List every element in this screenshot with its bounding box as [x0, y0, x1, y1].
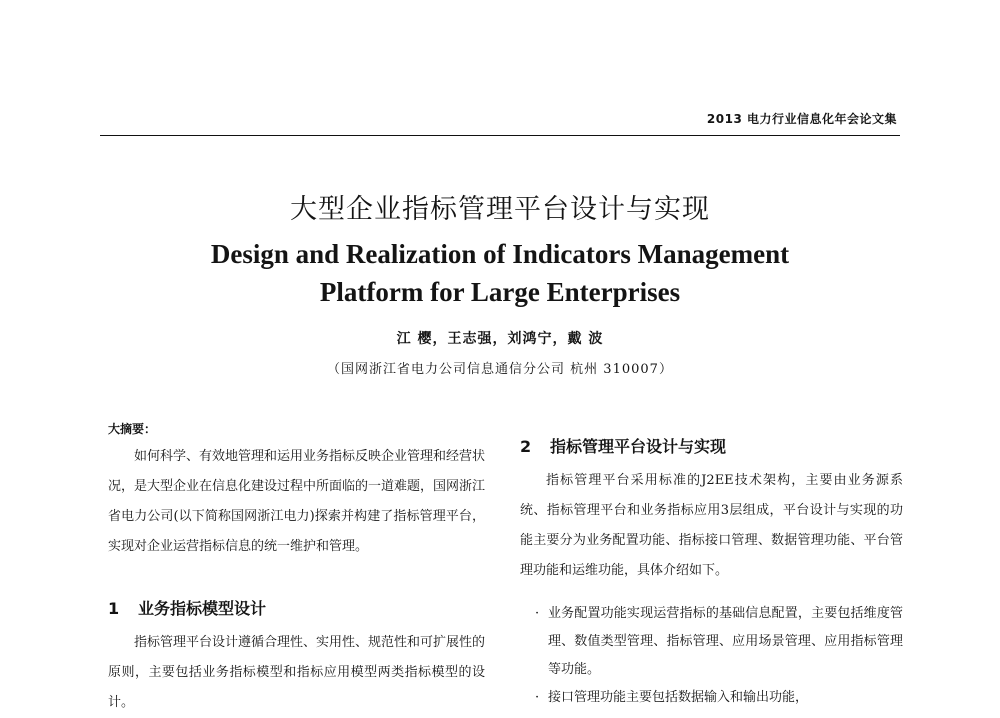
title-english-line2: Platform for Large Enterprises: [319, 277, 681, 307]
title-english-line1: Design and Realization of Indicators Management: [210, 239, 790, 269]
affiliation: （国网浙江省电力公司信息通信分公司 杭州 310007）: [327, 362, 673, 377]
abstract-label: 大摘要：: [108, 422, 157, 436]
section1-number: 1: [108, 599, 120, 618]
bullet-text: 业务配置功能实现运营指标的基础信息配置，主要包括维度管理、数值类型管理、指标管理、应用场景管理、应用指标管理等功能。: [548, 606, 903, 677]
section2-heading: [520, 434, 726, 457]
section2-body: [520, 466, 903, 586]
authors: 江 樱，王志强，刘鸿宁，戴 波: [396, 331, 604, 347]
section2-number: 2: [520, 437, 532, 456]
section1-title: 业务指标模型设计: [138, 599, 267, 618]
title-chinese: 大型企业指标管理平台设计与实现: [290, 194, 710, 225]
section1-text: 指标管理平台设计遵循合理性、实用性、规范性和可扩展性的原则，主要包括业务指标模型和指标应用模型两类指标模型的设计。: [108, 635, 486, 710]
title-english: [0, 235, 1000, 311]
journal-header: 2013 电力行业信息化年会论文集: [706, 112, 897, 126]
section2-title: 指标管理平台设计与实现: [550, 437, 727, 456]
bullet-item: [535, 600, 903, 684]
bullet-item: [535, 684, 903, 712]
header-rule: [100, 135, 900, 136]
section1-heading: [108, 596, 266, 619]
bullet-marker: ·: [535, 606, 540, 621]
bullet-marker: ·: [535, 690, 540, 705]
abstract-text: 如何科学、有效地管理和运用业务指标反映企业管理和经营状况，是大型企业在信息化建设过程中所面临的一道难题，国网浙江省电力公司(以下简称国网浙江电力)探索并构建了指标管理平台，实现对企业运营指标信息的统一维护和管理。: [108, 449, 486, 554]
abstract-body: [108, 442, 485, 562]
section1-body: [108, 628, 485, 718]
bullet-text: 接口管理功能主要包括数据输入和输出功能，: [548, 690, 809, 705]
section2-text: 指标管理平台采用标准的J2EE技术架构，主要由业务源系统、指标管理平台和业务指标应用3层组成，平台设计与实现的功能主要分为业务配置功能、指标接口管理、数据管理功能、平台管理功能和运维功能，具体介绍如下。: [520, 473, 903, 578]
